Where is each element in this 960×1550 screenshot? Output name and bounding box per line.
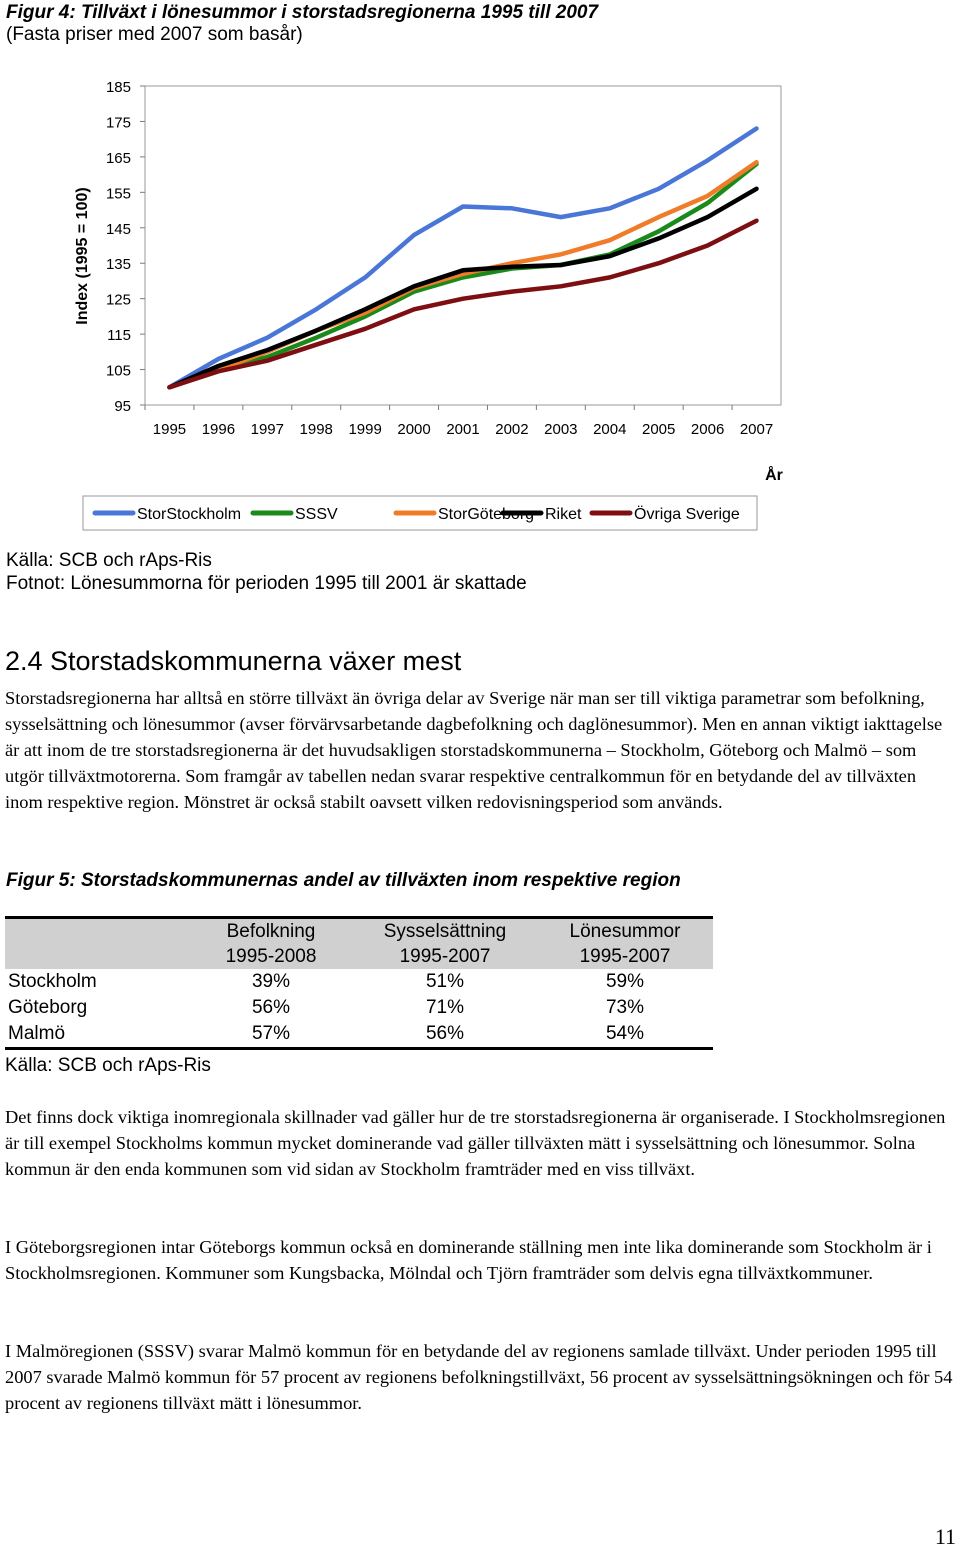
x-tick-label: 2000 [397,421,431,438]
figure4-source: Källa: SCB och rAps-Ris [6,550,212,571]
body-paragraph-4: I Malmöregionen (SSSV) svarar Malmö kommun för en betydande del av regionens samlade tillväxt. Under perioden 1995 till 2007 svarade Malmö kommun för 57 procent av regionens befolkningstillväxt, 56 procent av sysselsättningsökningen och för 54 procent av regionens tillväxt mätt i lönesummor. [5,1341,953,1413]
x-tick-label: 2003 [544,421,578,438]
y-tick-label: 175 [105,114,131,132]
section-paragraph-1: Storstadsregionerna har alltså en större tillväxt än övriga delar av Sverige när man ser till viktiga parametrar som befolkning, sysselsättning och lönesummor (avser förvärvsarbetande dagbefolkning och daglönesummor). Men en annan viktigt iakttagelse är att inom de tre storstadsregionerna är det huvudsakligen storstadskommunerna – Stockholm, Göteborg och Malmö – som utgör tillväxtmotorerna. Som framgår av tabellen nedan svarar respektive centralkommun för en betydande del av tillväxten inom respektive region. Mönstret är också stabilt oavsett vilken redovisningsperiod som används. [5,688,943,812]
x-axis-label: År [765,467,783,484]
y-tick-label: 145 [105,220,131,238]
legend-label: Riket [545,506,582,523]
y-tick-label: 165 [105,149,131,167]
y-axis-ticks [106,79,145,415]
page-number: 11 [934,1524,956,1549]
x-tick-label: 1996 [201,421,236,438]
figure5-title: Figur 5: Storstadskommunernas andel av tillväxten inom respektive region [6,870,681,891]
table-cell: 71% [425,997,465,1018]
figure4-subtitle: (Fasta priser med 2007 som basår) [6,24,303,45]
table-cell: 56% [425,1023,465,1044]
row-label: Göteborg [8,997,88,1018]
y-tick-label: 185 [105,79,131,96]
x-tick-label: 2004 [593,421,627,438]
y-tick-label: 95 [114,398,131,415]
header-lonesummor: Lönesummor 1995-2007 [569,921,681,967]
row-label: Malmö [8,1023,66,1044]
body-paragraph-2: Det finns dock viktiga inomregionala skillnader vad gäller hur de tre storstadsregionerna är organiserade. I Stockholmsregionen är till exempel Stockholms kommun mycket dominerande vad gäller tillväxten mätt i sysselsättning och lönesummor. Solna kommun är den enda kommunen som vid sidan av Stockholm framträder med en viss tillväxt. [5,1107,946,1179]
figure4-footnote: Fotnot: Lönesummorna för perioden 1995 till 2001 är skattade [6,573,527,594]
x-tick-label: 2007 [739,421,774,438]
x-tick-label: 2001 [446,421,480,438]
y-tick-label: 105 [105,362,131,380]
x-tick-label: 1999 [348,421,382,438]
table-row [5,995,713,1021]
y-tick-label: 135 [105,256,131,274]
table-cell: 39% [251,971,291,992]
legend-label: SSSV [295,506,338,523]
share-table [5,916,713,1050]
x-tick-label: 2005 [642,421,676,438]
x-tick-label: 1995 [152,421,187,438]
legend-label: StorGöteborg [438,506,535,523]
y-tick-label: 115 [107,327,131,345]
table-cell: 57% [251,1023,291,1044]
y-axis-label: Index (1995 = 100) [74,187,91,325]
table-row [5,1021,713,1047]
figure4-title: Figur 4: Tillväxt i lönesummor i storstadsregionerna 1995 till 2007 [6,2,599,23]
legend-label: StorStockholm [137,506,242,523]
table-cell: 54% [605,1023,645,1044]
x-axis-ticks [145,405,773,438]
section-heading: 2.4 Storstadskommunerna växer mest [5,646,462,676]
x-tick-label: 1998 [299,421,333,438]
x-tick-label: 1997 [250,421,284,438]
figure5-source: Källa: SCB och rAps-Ris [5,1055,211,1076]
table-header [5,919,713,969]
table-cell: 56% [251,997,291,1018]
legend-label: Övriga Sverige [634,506,740,523]
y-tick-label: 155 [105,185,131,203]
table-cell: 51% [425,971,465,992]
y-tick-label: 125 [105,291,131,309]
x-tick-label: 2006 [690,421,725,438]
table-cell: 73% [605,997,645,1018]
table-cell: 59% [605,971,645,992]
table-bottom-rule [5,1047,713,1050]
x-tick-label: 2002 [495,421,529,438]
growth-line-chart [0,60,800,540]
header-sysselsattning: Sysselsättning 1995-2007 [383,921,507,967]
row-label: Stockholm [8,971,97,992]
body-paragraph-3: I Göteborgsregionen intar Göteborgs kommun också en dominerande ställning men inte lika dominerande som Stockholm är i Stockholmsregionen. Kommuner som Kungsbacka, Mölndal och Tjörn framträder som delvis egna tillväxtkommuner. [5,1237,932,1283]
header-befolkning: Befolkning 1995-2008 [225,921,317,967]
table-row [5,969,713,995]
